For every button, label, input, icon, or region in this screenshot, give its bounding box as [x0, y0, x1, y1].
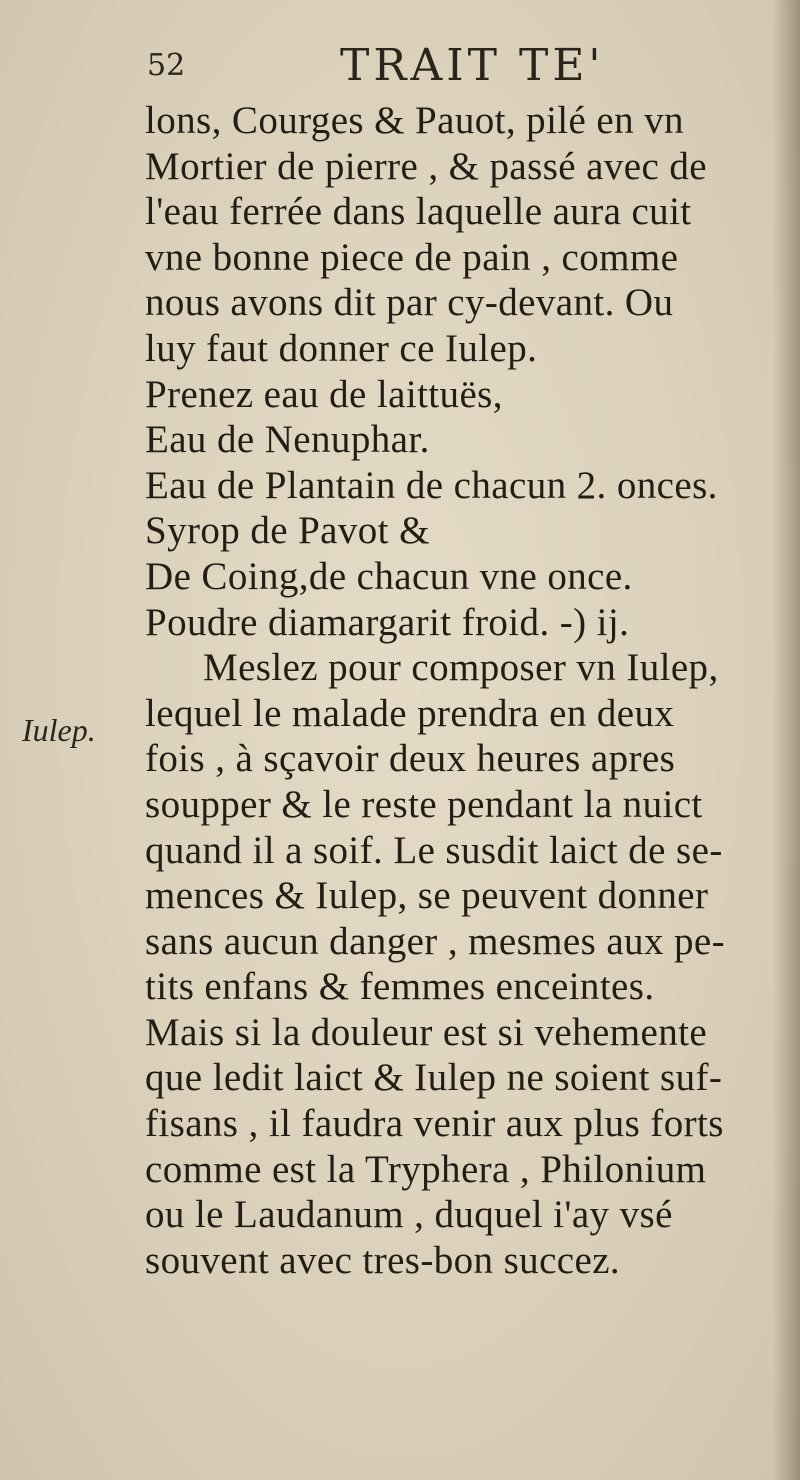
text-line: Meslez pour composer vn Iulep, [203, 646, 719, 690]
page-header [145, 36, 705, 98]
text-line: Poudre diamargarit froid. -) ij. [145, 600, 630, 644]
text-line: nous avons dit par cy-devant. Ou [145, 281, 674, 325]
text-line: tits enfans & femmes enceintes. [145, 965, 655, 1009]
text-line: luy faut donner ce Iulep. [145, 326, 538, 370]
text-line: soupper & le reste pendant la nuict [145, 782, 703, 826]
text-line: quand il a soif. Le susdit laict de se- [145, 828, 723, 872]
margin-note: Iulep. [22, 712, 96, 748]
text-line: De Coing,de chacun vne once. [145, 554, 633, 598]
text-line: vne bonne piece de pain , comme [145, 235, 679, 279]
text-line: sans aucun danger , mesmes aux pe- [145, 919, 725, 963]
page-number: 52 [147, 48, 186, 83]
text-line: Eau de Nenuphar. [145, 418, 430, 462]
text-line: Eau de Plantain de chacun 2. onces. [145, 463, 718, 507]
text-line: Mais si la douleur est si vehemente [145, 1010, 708, 1054]
text-line: comme est la Tryphera , Philonium [145, 1147, 707, 1191]
text-line: que ledit laict & Iulep ne soient suf- [145, 1056, 723, 1100]
text-line: l'eau ferrée dans laquelle aura cuit [145, 190, 692, 234]
text-line: Mortier de pierre , & passé avec de [145, 144, 707, 188]
text-line: mences & Iulep, se peuvent donner [145, 874, 709, 918]
running-head: TRAIT TE' [340, 40, 605, 91]
text-line: fisans , il faudra venir aux plus forts [145, 1102, 724, 1146]
text-line: fois , à sçavoir deux heures apres [145, 737, 676, 781]
text-line: lequel le malade prendra en deux [145, 691, 675, 735]
text-line: ou le Laudanum , duquel i'ay vsé [145, 1193, 673, 1237]
text-line: lons, Courges & Pauot, pilé en vn [145, 99, 684, 142]
text-line: Prenez eau de laittuës, [145, 372, 503, 416]
text-line: Syrop de Pavot & [145, 509, 430, 553]
text-line: souvent avec tres-bon succez. [145, 1238, 621, 1282]
body-text [145, 98, 785, 1283]
